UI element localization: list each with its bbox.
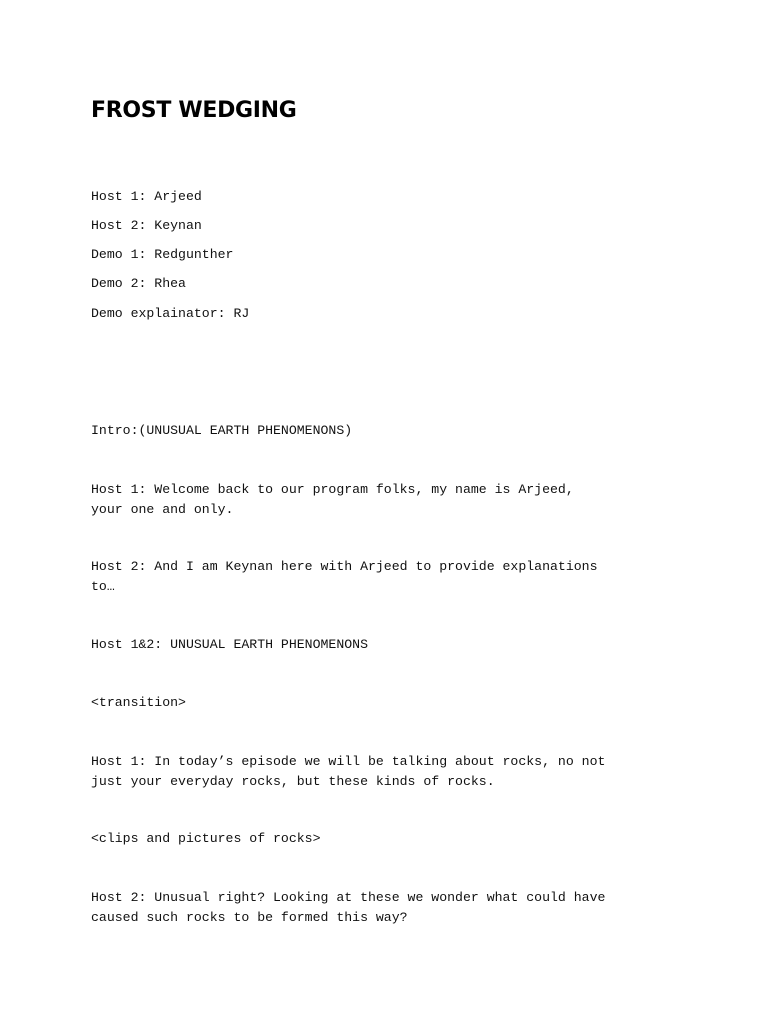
script-line: just your everyday rocks, but these kinds of rocks. (91, 773, 495, 789)
document-title: FROST WEDGING (91, 98, 297, 123)
script-host-1-welcome (91, 480, 574, 519)
script-line: your one and only. (91, 501, 234, 517)
script-line: Host 1: Welcome back to our program folks, my name is Arjeed, (91, 482, 574, 497)
script-line: Host 2: Unusual right? Looking at these we wonder what could have (91, 890, 606, 905)
cast-demo-2: Demo 2: Rhea (91, 276, 186, 291)
cast-host-2: Host 2: Keynan (91, 218, 202, 233)
script-line: Host 1: In today’s episode we will be talking about rocks, no not (91, 754, 606, 769)
cast-demo-1: Demo 1: Redgunther (91, 247, 234, 262)
script-host-2-intro (91, 557, 597, 596)
script-line: Host 2: And I am Keynan here with Arjeed to provide explanations (91, 559, 598, 574)
script-host-1-rocks (91, 752, 605, 791)
script-host-2-unusual (91, 888, 605, 927)
script-line: caused such rocks to be formed this way? (91, 909, 408, 925)
script-host-1-2-title: Host 1&2: UNUSUAL EARTH PHENOMENONS (91, 637, 368, 652)
script-clips-note: <clips and pictures of rocks> (91, 831, 321, 846)
cast-host-1: Host 1: Arjeed (91, 189, 202, 204)
script-line: to… (91, 578, 115, 594)
cast-demo-explainator: Demo explainator: RJ (91, 306, 250, 321)
script-intro: Intro:(UNUSUAL EARTH PHENOMENONS) (91, 423, 353, 438)
script-transition: <transition> (91, 695, 186, 710)
